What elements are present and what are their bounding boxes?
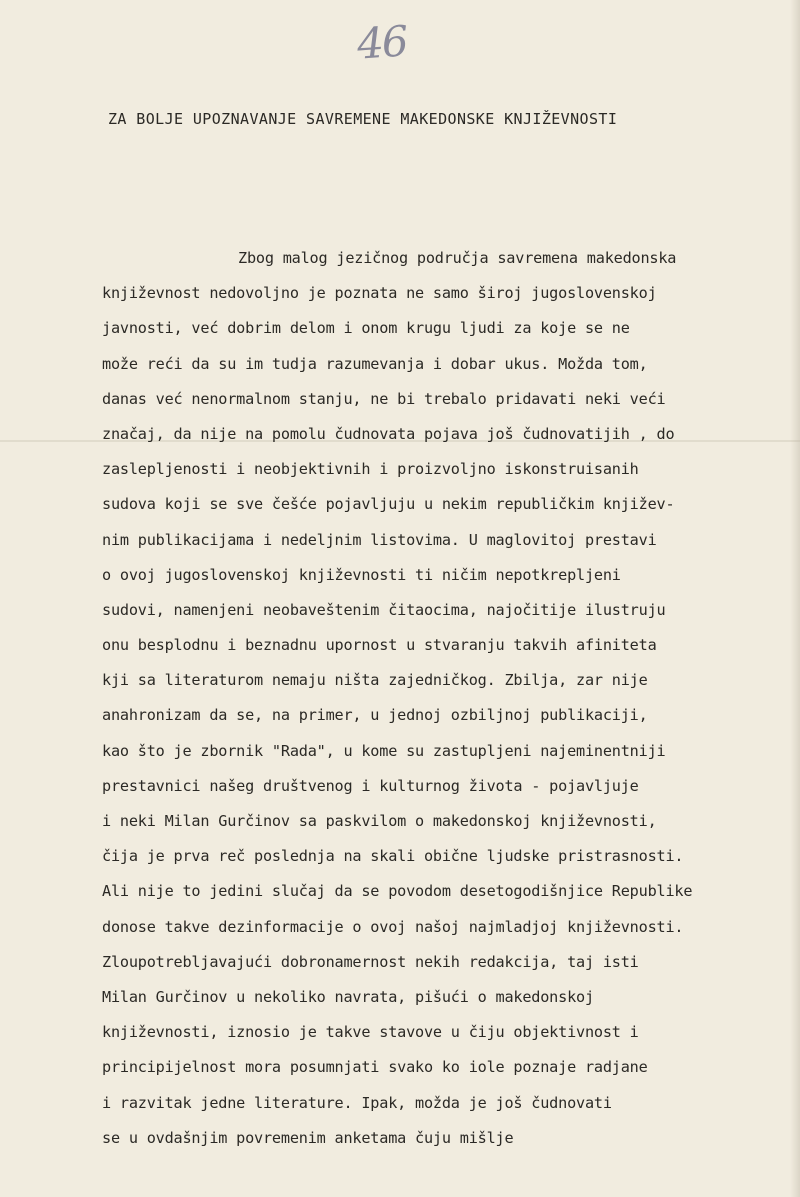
text-line: danas već nenormalnom stanju, ne bi trebalo pridavati neki veći bbox=[102, 389, 666, 408]
text-line: prestavnici našeg društvenog i kulturnog života - pojavljuje bbox=[102, 776, 639, 795]
text-line: čija je prva reč poslednja na skali obične ljudske pristrasnosti. bbox=[102, 847, 684, 866]
page-number: 46 bbox=[355, 16, 409, 69]
text-line: može reći da su im tudja razumevanja i dobar ukus. Možda tom, bbox=[102, 354, 648, 373]
text-line: književnost nedovoljno je poznata ne samo široj jugoslovenskoj bbox=[102, 284, 657, 303]
text-line: sudova koji se sve češće pojavljuju u nekim republičkim književ- bbox=[102, 495, 675, 514]
text-line: Zbog malog jezičnog područja savremena makedonska bbox=[238, 249, 677, 267]
text-line: kji sa literaturom nemaju ništa zajedničkog. Zbilja, zar nije bbox=[102, 671, 648, 690]
text-line: sudovi, namenjeni neobaveštenim čitaocima, najočitije ilustruju bbox=[102, 600, 666, 619]
text-line: značaj, da nije na pomolu čudnovata pojava još čudnovatijih , do bbox=[102, 424, 675, 443]
text-line: Ali nije to jedini slučaj da se povodom desetogodišnjice Republike bbox=[102, 882, 693, 901]
text-line: o ovoj jugoslovenskoj književnosti ti ničim nepotkrepljeni bbox=[102, 565, 621, 584]
text-line: anahronizam da se, na primer, u jednoj ozbiljnoj publikaciji, bbox=[102, 706, 648, 725]
text-line: književnosti, iznosio je takve stavove u čiju objektivnost i bbox=[102, 1023, 639, 1042]
document-title: ZA BOLJE UPOZNAVANJE SAVREMENE MAKEDONSKE KNJIŽEVNOSTI bbox=[108, 110, 618, 128]
text-line: se u ovdašnjim povremenim anketama čuju mišlje bbox=[102, 1128, 514, 1147]
text-line: i razvitak jedne literature. Ipak, možda je još čudnovati bbox=[102, 1093, 612, 1112]
text-line: javnosti, već dobrim delom i onom krugu ljudi za koje se ne bbox=[102, 319, 630, 338]
text-line: donose takve dezinformacije o ovoj našoj najmladjoj književnosti. bbox=[102, 917, 684, 936]
text-line: nim publikacijama i nedeljnim listovima. U maglovitoj prestavi bbox=[102, 530, 657, 549]
text-line: Milan Gurčinov u nekoliko navrata, pišući o makedonskoj bbox=[102, 987, 594, 1006]
text-line: zaslepljenosti i neobjektivnih i proizvoljno iskonstruisanih bbox=[102, 460, 639, 479]
text-line: principijelnost mora posumnjati svako ko iole poznaje radjane bbox=[102, 1058, 648, 1077]
text-line: i neki Milan Gurčinov sa paskvilom o makedonskoj književnosti, bbox=[102, 812, 657, 830]
text-line: kao što je zbornik "Rada", u kome su zastupljeni najeminentniji bbox=[102, 741, 666, 760]
document-body bbox=[102, 241, 792, 1156]
text-line: onu besplodnu i beznadnu upornost u stvaranju takvih afiniteta bbox=[102, 636, 657, 655]
text-line: Zloupotrebljavajući dobronamernost nekih redakcija, taj isti bbox=[102, 952, 639, 971]
